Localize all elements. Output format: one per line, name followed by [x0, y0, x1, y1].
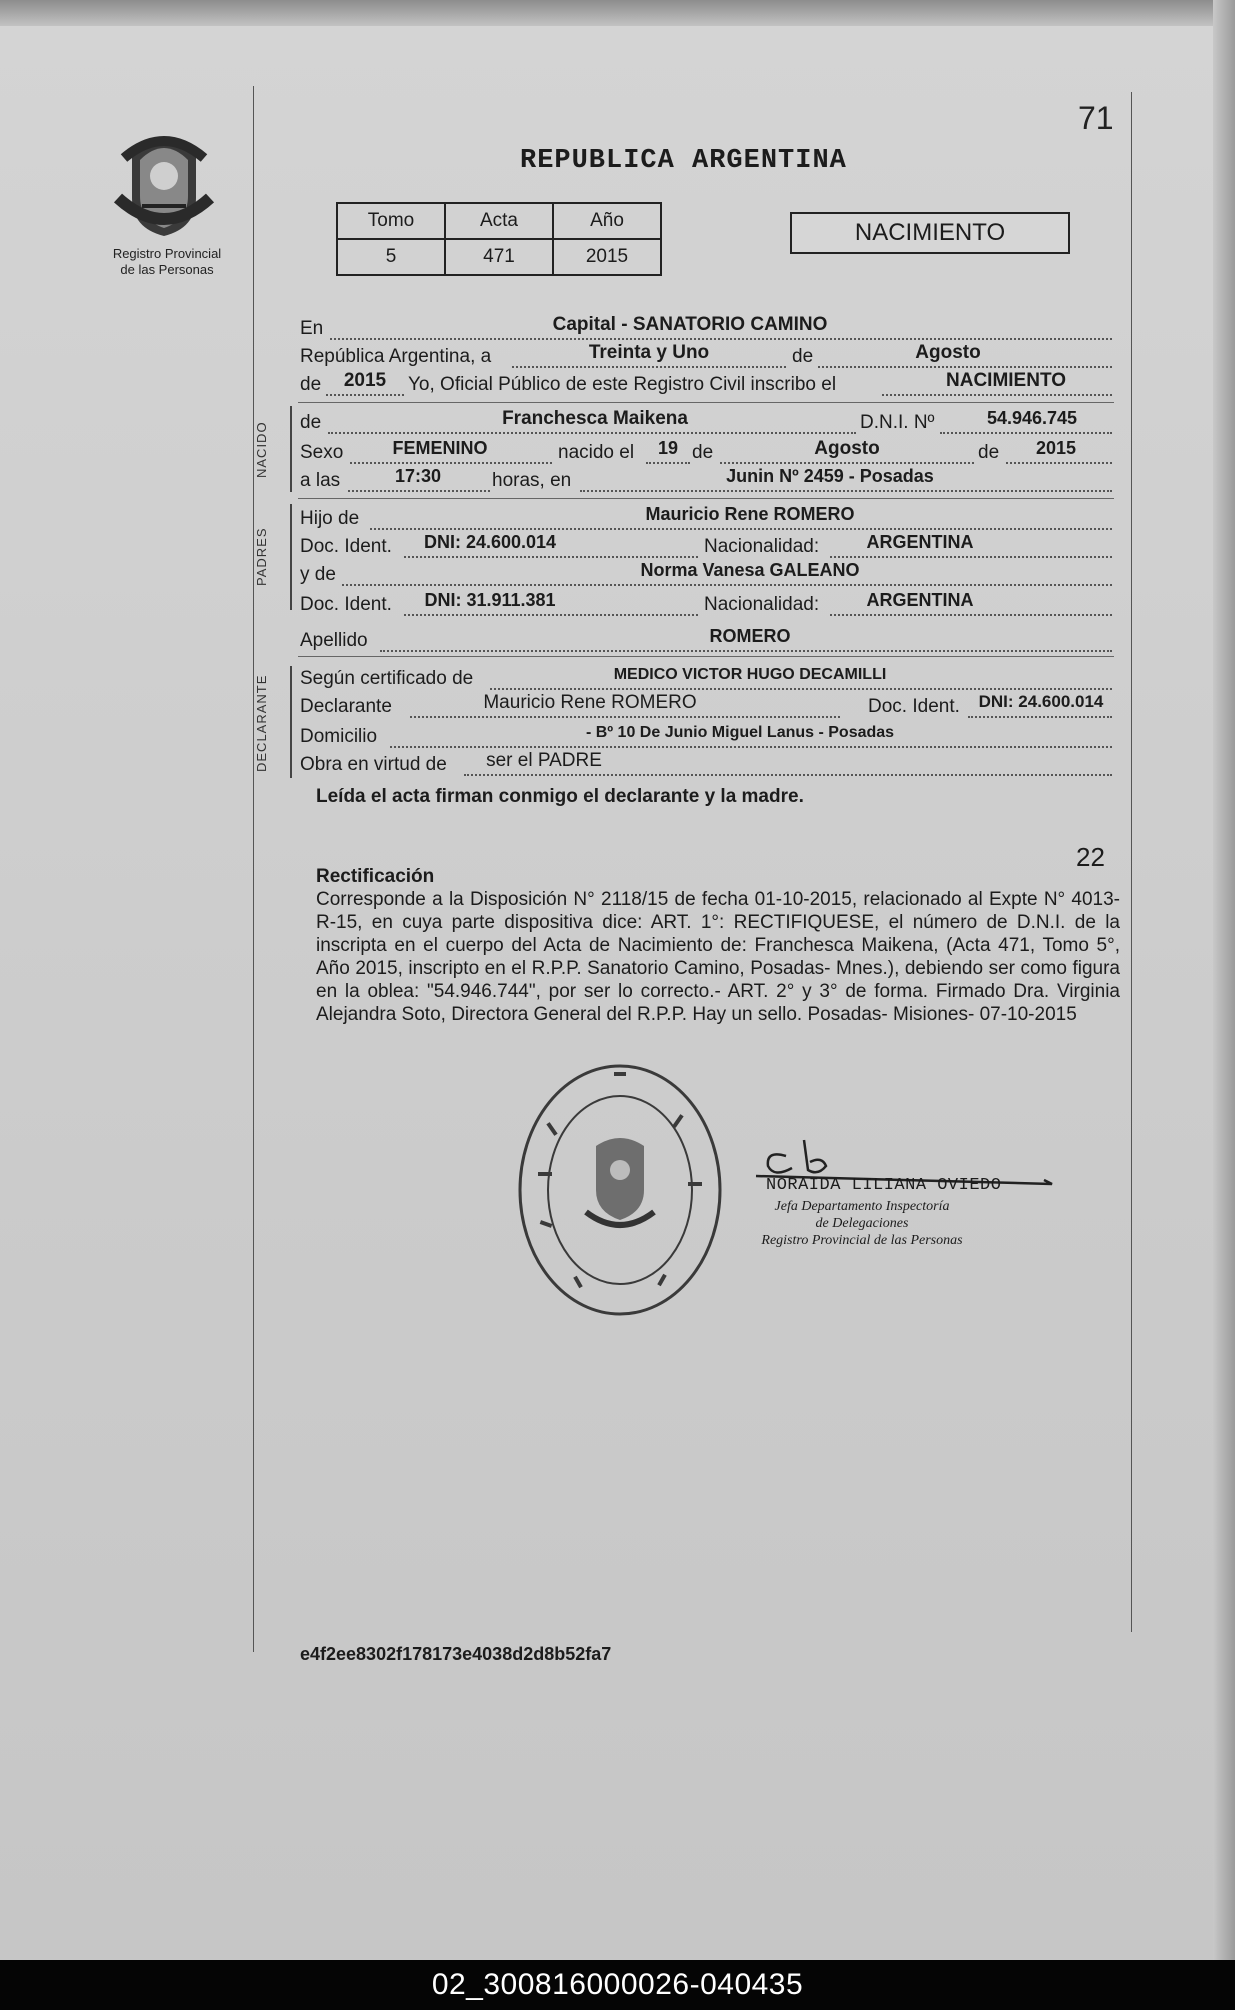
alas-label: a las — [300, 470, 341, 491]
yo-label: Yo, Oficial Público de este Registro Civil inscribo el — [408, 374, 837, 395]
official-stamp-icon — [516, 1062, 724, 1318]
en-value: Capital - SANATORIO CAMINO — [552, 314, 828, 335]
domicilio-value: - Bº 10 De Junio Miguel Lanus - Posadas — [585, 724, 895, 741]
nacido-el-label: nacido el — [558, 442, 635, 463]
signature-block — [752, 1136, 1062, 1276]
intro-row-en — [300, 314, 1112, 342]
declarante-section-label: DECLARANTE — [254, 674, 269, 772]
provincia-emblem-icon — [112, 128, 216, 240]
en-label: En — [300, 318, 324, 339]
republica-label: República Argentina, a — [300, 346, 492, 367]
rectificacion-number: 22 — [1076, 842, 1105, 872]
apellido-label: Apellido — [300, 630, 368, 651]
nacido-name: Franchesca Maikena — [502, 408, 688, 429]
day-value: Treinta y Uno — [588, 342, 710, 363]
mes-value: Agosto — [814, 438, 880, 459]
padre-nac-value: ARGENTINA — [866, 532, 974, 552]
horas-en-label: horas, en — [492, 470, 572, 491]
hora-value: 17:30 — [394, 466, 442, 486]
closing-statement: Leída el acta firman conmigo el declarante y la madre. — [316, 786, 804, 807]
declarante-row-dom — [300, 726, 1112, 750]
inscribo-value: NACIMIENTO — [946, 370, 1066, 391]
document-hash: e4f2ee8302f178173e4038d2d8b52fa7 — [300, 1644, 612, 1664]
document-title: REPUBLICA ARGENTINA — [520, 146, 847, 176]
nacido-row-nombre — [300, 408, 1112, 436]
declarante-row-cert — [300, 668, 1112, 692]
dni-label: D.N.I. Nº — [860, 412, 935, 433]
acta-header: Acta — [445, 203, 553, 239]
obra-value: ser el PADRE — [486, 750, 602, 771]
madre-nac-label: Nacionalidad: — [704, 594, 820, 615]
domicilio-label: Domicilio — [300, 726, 378, 747]
madre-name: Norma Vanesa GALEANO — [640, 560, 860, 580]
record-header-labels — [337, 203, 661, 239]
month-de-label: de — [792, 346, 814, 367]
lugar-value: Junin Nº 2459 - Posadas — [726, 466, 934, 486]
padres-row-madre — [300, 560, 1112, 588]
padres-row-madre-doc — [300, 590, 1112, 618]
signatory-role-line3: Registro Provincial de las Personas — [761, 1233, 963, 1248]
nacido-dni: 54.946.745 — [986, 408, 1078, 428]
record-kind-box: NACIMIENTO — [790, 212, 1070, 254]
anio-de-label: de — [978, 442, 1000, 463]
declarante-doc-value: DNI: 24.600.014 — [978, 692, 1104, 711]
year-de-label: de — [300, 374, 322, 395]
record-header-table — [336, 202, 662, 276]
cert-label: Según certificado de — [300, 668, 474, 689]
scan-right-edge — [1213, 0, 1235, 1960]
anio-header: Año — [553, 203, 661, 239]
sexo-label: Sexo — [300, 442, 344, 463]
mes-de-label: de — [692, 442, 714, 463]
anio-value: 2015 — [1035, 438, 1077, 458]
nacido-row-sexo — [300, 438, 1112, 466]
nacido-de-label: de — [300, 412, 322, 433]
declarante-row-obra — [300, 750, 1112, 778]
y-de-label: y de — [300, 564, 336, 585]
signatory-role-line1: Jefa Departamento Inspectoría — [774, 1199, 950, 1214]
rectificacion-title: Rectificación — [316, 866, 435, 887]
signatory-role-line2: de Delegaciones — [815, 1216, 909, 1231]
madre-nac-value: ARGENTINA — [866, 590, 974, 610]
padre-doc-label: Doc. Ident. — [300, 536, 392, 557]
declarante-value: Mauricio Rene ROMERO — [483, 692, 697, 713]
obra-label: Obra en virtud de — [300, 754, 447, 775]
scan-footer-id: 02_300816000026-040435 — [0, 1960, 1235, 2010]
agency-caption-line2: de las Personas — [120, 262, 214, 277]
apellido-row — [300, 626, 1112, 654]
declarante-row-decl — [300, 692, 1112, 720]
agency-caption-line1: Registro Provincial — [112, 246, 222, 261]
padre-nac-label: Nacionalidad: — [704, 536, 820, 557]
cert-value: MEDICO VICTOR HUGO DECAMILLI — [613, 666, 887, 683]
month-value: Agosto — [915, 342, 981, 363]
rectificacion-text: Corresponde a la Disposición N° 2118/15 de fecha 01-10-2015, relacionado al Expte N° 4013-R-15, en cuya parte dispositiva dice: ART. 1°: RECTIFIQUESE, el número de D.N.I. de la inscripta en el cuerpo del Acta de Nacimiento de: Franchesca Maikena, (Acta 471, Tomo 5°, Año 2015, inscripto en el R.P.P. Sanatorio Camino, Posadas- Mnes.), debiendo ser como figura en la oblea: "54.946.744", por ser lo correcto.- ART. 2° y 3° de forma. Firmado Dra. Virginia Alejandra Soto, Directora General del R.P.P. Hay un sello. Posadas- Misiones- 07-10-2015 — [316, 889, 1120, 1025]
padres-row-padre — [300, 504, 1112, 532]
nacido-row-hora — [300, 466, 1112, 494]
scan-top-edge — [0, 0, 1235, 26]
padres-section-label: PADRES — [254, 527, 269, 586]
nacido-section-label: NACIDO — [254, 421, 269, 478]
intro-row-fecha — [300, 342, 1112, 370]
acta-value: 471 — [445, 239, 553, 275]
declarante-label: Declarante — [300, 696, 392, 717]
signatory-role — [752, 1198, 972, 1249]
apellido-value: ROMERO — [709, 626, 791, 646]
intro-row-inscribo — [300, 370, 1112, 398]
padre-doc-value: DNI: 24.600.014 — [423, 532, 557, 552]
madre-doc-label: Doc. Ident. — [300, 594, 392, 615]
page-number: 71 — [1078, 100, 1114, 136]
declarante-doc-label: Doc. Ident. — [868, 696, 960, 717]
year-value: 2015 — [343, 370, 387, 391]
padres-row-padre-doc — [300, 532, 1112, 560]
padre-name: Mauricio Rene ROMERO — [645, 504, 855, 524]
anio-value: 2015 — [553, 239, 661, 275]
agency-caption — [92, 246, 242, 278]
tomo-header: Tomo — [337, 203, 445, 239]
dia-value: 19 — [657, 438, 679, 458]
madre-doc-value: DNI: 31.911.381 — [424, 590, 556, 610]
hijo-de-label: Hijo de — [300, 508, 360, 529]
tomo-value: 5 — [337, 239, 445, 275]
sexo-value: FEMENINO — [392, 438, 488, 458]
right-margin-rule — [1131, 92, 1132, 1632]
left-margin-rule — [253, 86, 254, 1652]
signatory-name: NORAIDA LILIANA OVIEDO — [766, 1176, 1002, 1195]
record-header-values — [337, 239, 661, 275]
